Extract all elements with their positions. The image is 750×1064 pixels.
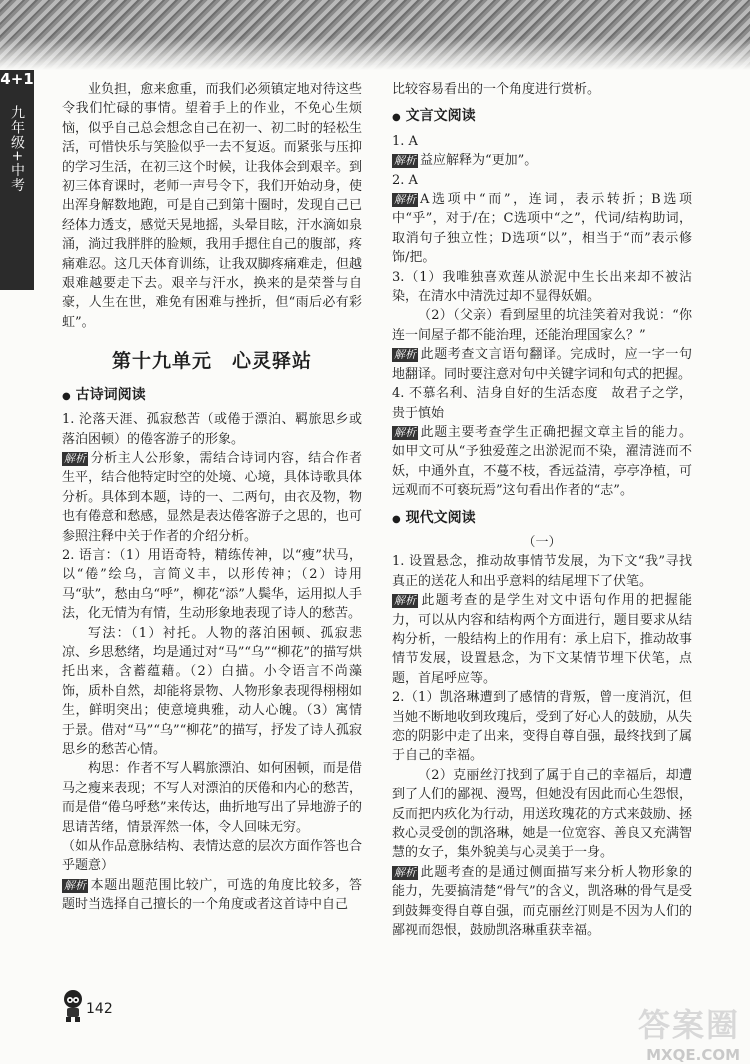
- analysis-text: 此题考查的是学生对文中语句作用的把握能力，可以从内容和结构两个方面进行，题目要求从结构分析，一般结构上的作用有：承上启下，推动故事情节发展，设置悬念，为下文某情节埋下伏笔，点题，首尾呼应等。: [392, 593, 692, 686]
- mascot-icon: [58, 988, 88, 1024]
- answer-item: 3.（1）我唯独喜欢莲从淤泥中生长出来却不被沾染，在清水中清洗过却不显得妖媚。: [392, 269, 692, 305]
- analysis-text: 益应解释为“更加”。: [420, 153, 538, 169]
- analysis-label: 解析: [64, 878, 86, 892]
- subsection-number: （一）: [522, 534, 562, 550]
- analysis-continuation: 比较容易看出的一个角度进行赏析。: [392, 82, 601, 97]
- answer-item: 2. 语言：（1）用语奇特，精练传神，以“瘦”状马，以“倦”绘乌，言简义丰，以形传神；（2）诗用马“驮”，愁由乌“呼”，柳花“添”人鬓华，运用拟人手法，化无情为有情，生动形象地表现了诗人的愁苦。: [62, 547, 362, 622]
- analysis: [62, 449, 362, 546]
- unit-title: 第十九单元 心灵驿站: [111, 350, 312, 373]
- right-column: [392, 80, 692, 940]
- grade-tag: 九年级+中考: [9, 105, 25, 193]
- watermark-logo: 答案圈: [637, 1006, 740, 1044]
- answer-paragraph: 构思：作者不写人羁旅漂泊、如何困顿，而是借马之瘦来表现；不写人对漂泊的厌倦和内心的愁苦，而是借“倦乌呼愁”来传达，曲折地写出了异地游子的思请苦绪，情景浑然一体，令人回味无穷。: [62, 761, 362, 835]
- answer-item: （2）克丽丝汀找到了属于自己的幸福后，却遭到了人们的鄙视、漫骂，但她没有因此而心生怨恨，反而把内疚化为行动，用送玫瑰花的方式来鼓励、拯救心灵受创的凯洛琳，她是一位宽容、善良又充满智慧的女子，集外貌美与心灵美于一身。: [392, 767, 692, 861]
- analysis-label: 解析: [394, 193, 416, 207]
- analysis-label: 解析: [394, 348, 416, 362]
- watermark-url: MXQE.COM: [646, 1046, 740, 1064]
- section-title: 现代文阅读: [405, 509, 476, 526]
- section-title: 古诗词阅读: [75, 386, 146, 403]
- left-column: [62, 80, 362, 915]
- analysis-text: 此题考查的是通过侧面描写来分析人物形象的能力，先要搞清楚“骨气”的含义，凯洛琳的骨气是受到鼓舞变得自尊自强，而克丽丝汀则是不因为人们的鄙视而怨恨，鼓励凯洛琳重获幸福。: [392, 864, 692, 939]
- analysis-label: 解析: [394, 865, 416, 879]
- section-heading: ● 现代文阅读: [392, 509, 476, 526]
- answer-note: （如从作品意脉结构、表情达意的层次方面作答也合乎题意）: [62, 839, 362, 874]
- analysis-text: 此题考查文言语句翻译。完成时，应一字一句地翻译。同时要注意对句中关键字词和句式的把握。: [392, 347, 692, 382]
- answer-item: 1. A: [392, 133, 418, 149]
- section-title: 文言文阅读: [405, 108, 476, 125]
- analysis-label: 解析: [394, 594, 416, 608]
- page-number: 142: [86, 1001, 113, 1017]
- analysis: [392, 863, 692, 941]
- analysis: [392, 151, 692, 170]
- watermark: [638, 1000, 740, 1064]
- answer-item: 2.（1）凯洛琳遭到了感情的背叛，曾一度消沉，但当她不断地收到玫瑰后，受到了好心人的鼓励，从失恋的阴影中走了出来，变得自尊自强，最终找到了属于自己的幸福。: [392, 690, 692, 764]
- analysis-label: 解析: [394, 154, 416, 168]
- answer-paragraph: 写法：（1）衬托。人物的落泊困顿、孤寂悲凉、乡思愁绪，均是通过对“马”“乌”“柳花”的描写烘托出来，含蓄蕴藉。（2）白描。小令语言不尚藻饰，质朴自然，却能将景物、人物形象表现得栩栩如生，鲜明突出；使意境典雅，动人心魄。（3）寓情于景。借对“马”“乌”“柳花”的描写，抒发了诗人孤寂思乡的愁苦心情。: [62, 625, 362, 757]
- analysis: [392, 190, 692, 268]
- section-heading: ● 古诗词阅读: [62, 386, 146, 403]
- analysis-label: 解析: [64, 451, 86, 465]
- header-banner: [0, 0, 750, 70]
- answer-item: 1. 设置悬念，推动故事情节发展，为下文“我”寻找真正的送花人和出乎意料的结尾埋下了伏笔。: [392, 554, 692, 589]
- analysis: [392, 345, 692, 384]
- analysis: [392, 591, 692, 688]
- grade-sidebar: [0, 70, 34, 290]
- answer-item: 2. A: [392, 172, 418, 188]
- analysis: [62, 876, 362, 915]
- analysis-text: 此题主要考查学生正确把握文章主旨的能力。如甲文可从“予独爱莲之出淤泥而不染，濯清涟而不妖，中通外直，不蔓不枝，香远益清，亭亭净植，可远观而不可亵玩焉”这句看出作者的“志”。: [392, 424, 692, 499]
- section-heading: ● 文言文阅读: [392, 108, 476, 125]
- analysis-text: A选项中“而”，连词，表示转折；B选项中“乎”，对于/在；C选项中“之”，代词/结构助词，取消句子独立性；D选项“以”，相当于“而”表示修饰/把。: [392, 192, 692, 266]
- analysis-text: 分析主人公形象，需结合诗词内容，结合作者生平，结合他特定时空的处境、心境，具体诗歌具体分析。具体到本题，诗的一、二两句，由衣及物，物也有倦意和愁感，显然是表达倦客游子之思的，也可参照注释中关于作者的介绍分析。: [62, 450, 362, 544]
- answer-item: 1. 沦落天涯、孤寂愁苦（或倦于漂泊、羁旅思乡或落泊困顿）的倦客游子的形象。: [62, 412, 362, 447]
- answer-item: 4. 不慕名利、洁身自好的生活态度 故君子之学，贵于慎始: [392, 386, 692, 421]
- answer-item: （2）（父亲）看到屋里的坑洼笑着对我说：“你连一间屋子都不能治理，还能治理国家么？”: [392, 308, 692, 343]
- analysis-text: 本题出题范围比较广，可选的角度比较多，答题时当选择自己擅长的一个角度或者这首诗中自己: [62, 877, 362, 913]
- analysis: [392, 423, 692, 501]
- analysis-label: 解析: [394, 425, 416, 439]
- essay-continuation: 业负担，愈来愈重，而我们必须镇定地对待这些令我们忙碌的事情。望着手上的作业，不免心生烦恼，似乎自己总会想念自己在初一、初二时的轻松生活，可惜快乐与笑脸似乎一去不复返。而紧张与压抑的学习生活，在初三这个时候，让我体会到艰辛。到初三体育课时，老师一声号令下，我们开始动身，使出浑身解数地跑，可是自己到第十圈时，发现自己已经体力透支，感觉天晃地摇，头晕目眩，汗水滴如泉涌，淌过我胖胖的脸颊，我用手摁住自己的腹部，疼痛难忍。这几天体育训练，让我双脚疼痛难走，但越艰难越要走下去。艰辛与汗水，换来的是荣誉与自豪，人生在世，难免有困难与挫折，但“雨后必有彩虹”。: [62, 82, 362, 330]
- series-logo: 4+1: [0, 70, 34, 88]
